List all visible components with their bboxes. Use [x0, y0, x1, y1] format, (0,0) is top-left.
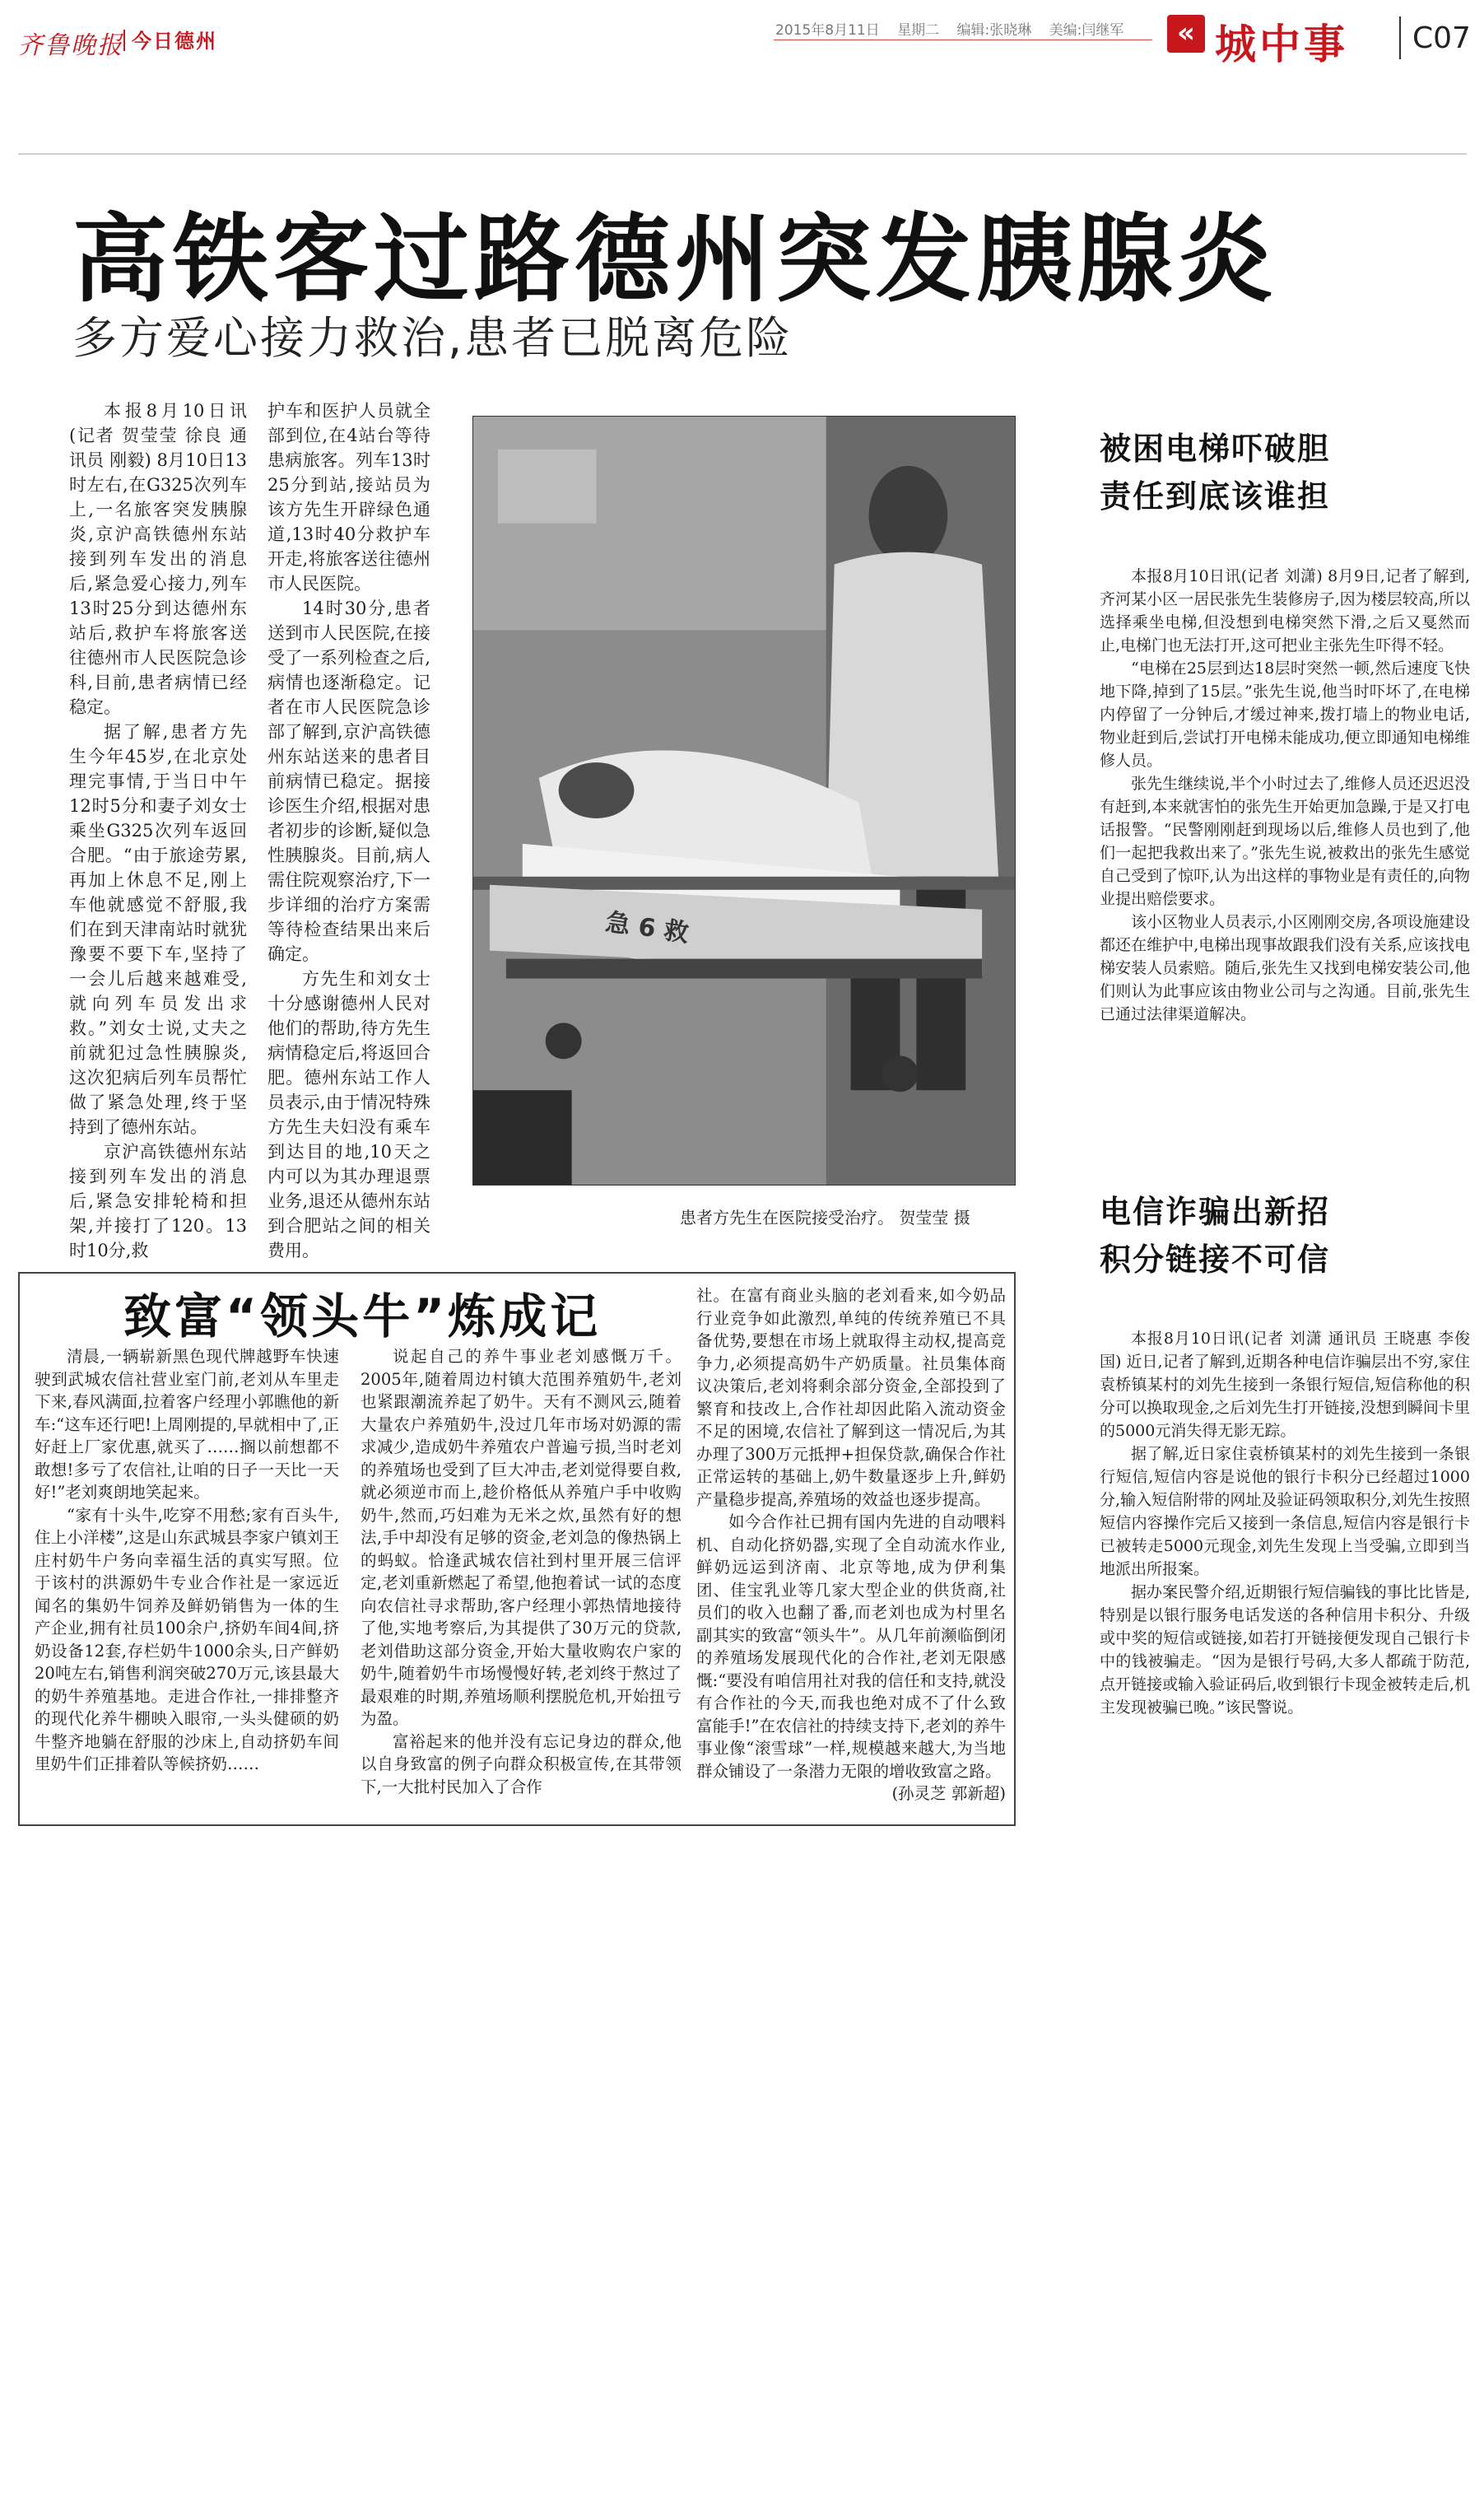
stretcher-label: 急 6 救 — [603, 907, 691, 948]
editor-credit: 编辑:张晓琳 — [956, 22, 1032, 39]
paragraph: 说起自己的养牛事业老刘感慨万千。2005年,随着周边村镇大范围养殖奶牛,老刘也紧跟潮流养起了奶牛。天有不测风云,随着大量农户养殖奶牛,没过几年市场对奶源的需求减少,造成奶牛养殖农户普遍亏损,当时老刘的养殖场也受到了巨大冲击,老刘觉得要自救,就必须逆市而上,趁价格低从养殖户手中收购奶牛,然而,巧妇难为无米之炊,虽然有好的想法,手中却没有足够的资金,老刘急的像热锅上的蚂蚁。恰逢武城农信社到村里开展三信评定,老刘重新燃起了希望,他抱着试一试的态度向农信社寻求帮助,客户经理小郭热情地接待了他,实地考察后,为其提供了30万元的贷款,老刘借助这部分资金,开始大量收购农户家的奶牛,随着奶牛市场慢慢好转,老刘终于熬过了最艰难的时期,养殖场顺利摆脱危机,开始扭亏为盈。 — [361, 1347, 682, 1728]
main-subheadline: 多方爱心接力救治,患者已脱离危险 — [72, 312, 793, 364]
paragraph: 该小区物业人员表示,小区刚刚交房,各项设施建设都还在维护中,电梯出现事故跟我们没有关系,应该找电梯安装人员索赔。随后,张先生又找到电梯安装公司,他们则认为此事应该由物业公司与之沟通。目前,张先生已通过法律渠道解决。 — [1100, 913, 1470, 1023]
headline-line: 积分链接不可信 — [1100, 1242, 1331, 1278]
paragraph: “家有十头牛,吃穿不用愁;家有百头牛,住上小洋楼”,这是山东武城县李家户镇刘王庄村奶牛户务向幸福生活的真实写照。位于该村的洪源奶牛专业合作社是一家远近闻名的集奶牛饲养及鲜奶销售为一体的生产企业,拥有社员100余户,挤奶车间4间,挤奶设备12套,存栏奶牛1000余头,日产鲜奶20吨左右,销售利润突破270万元,该县最大的奶牛养殖基地。走进合作社,一排排整齐的现代化养牛棚映入眼帘,一头头健硕的奶牛整齐地躺在舒服的沙床上,自动挤奶车间里奶牛们正排着队等候挤奶…… — [35, 1505, 339, 1773]
paragraph — [696, 1511, 1006, 1803]
header-rule — [18, 153, 1467, 155]
boxed-article-column-2 — [361, 1345, 682, 1806]
hospital-photo-illustration — [473, 417, 1015, 1185]
newspaper-brand-logo: 齐鲁晚报 — [18, 31, 123, 60]
paragraph: 14时30分,患者送到市人民医院,在接受了一系列检查之后,病情也逐渐稳定。记者在市人民医院急诊部了解到,京沪高铁德州东站送来的患者目前病情已稳定。据接诊医生介绍,根据对患者初步的诊断,疑似急性胰腺炎。目前,病人需住院观察治疗,下一步详细的治疗方案需等待检查结果出来后确定。 — [267, 599, 430, 964]
headline-line: 电信诈骗出新招 — [1100, 1194, 1331, 1230]
paragraph: 本报8月10日讯(记者 贺莹莹 徐良 通讯员 刚毅) 8月10日13时左右,在G325次列车上,一名旅客突发胰腺炎,京沪高铁德州东站接到列车发出的消息后,紧急爱心接力,列车13时25分到达德州东站后,救护车将旅客送往德州市人民医院急诊科,目前,患者病情已经稳定。 — [69, 401, 247, 717]
edition-name: 今日德州 — [132, 30, 217, 53]
issue-weekday: 星期二 — [897, 22, 940, 39]
headline-line: 责任到底该谁担 — [1100, 478, 1331, 515]
section-title: 城中事 — [1215, 21, 1348, 68]
main-article-column-2 — [267, 398, 430, 1263]
photo-caption: 患者方先生在医院接受治疗。 贺莹莹 摄 — [680, 1208, 970, 1228]
paragraph: 京沪高铁德州东站接到列车发出的消息后,紧急安排轮椅和担架,并接打了120。13时10分,救 — [69, 1142, 247, 1260]
section-divider — [1399, 16, 1401, 59]
right-article-1-headline — [1100, 425, 1470, 520]
paragraph: 本报8月10日讯(记者 刘潇 通讯员 王晓惠 李俊国) 近日,记者了解到,近期各种电信诈骗层出不穷,家住袁桥镇某村的刘先生接到一条银行短信,短信称他的积分可以换取现金,之后刘先生打开链接,没想到瞬间卡里的5000元消失得无影无踪。 — [1100, 1330, 1470, 1440]
paragraph: 本报8月10日讯(记者 刘潇) 8月9日,记者了解到,齐河某小区一居民张先生装修房子,因为楼层较高,所以选择乘坐电梯,但没想到电梯突然下滑,之后又戛然而止,电梯门也无法打开,这可把业主张先生吓得不轻。 — [1100, 567, 1470, 655]
issue-date: 2015年8月11日 — [775, 22, 880, 39]
paragraph: 据了解,患者方先生今年45岁,在北京处理完事情,于当日中午12时5分和妻子刘女士乘坐G325次列车返回合肥。“由于旅途劳累,再加上休息不足,刚上车他就感觉不舒服,我们在到天津南站时就犹豫要不要下车,坚持了一会儿后越来越难受,就向列车员发出求救。”刘女士说,丈夫之前就犯过急性胰腺炎,这次犯病后列车员帮忙做了紧急处理,终于坚持到了德州东站。 — [69, 722, 247, 1137]
paragraph: “电梯在25层到达18层时突然一顿,然后速度飞快地下降,掉到了15层。”张先生说,他当时吓坏了,在电梯内停留了一分钟后,才缓过神来,拨打墙上的物业电话,物业赶到后,尝试打开电梯未能成功,便立即通知电梯维修人员。 — [1100, 659, 1470, 770]
paragraph: 富裕起来的他并没有忘记身边的群众,他以自身致富的例子向群众积极宣传,在其带领下,一大批村民加入了合作 — [361, 1731, 682, 1796]
boxed-article-column-3 — [696, 1284, 1006, 1815]
section-chevron-icon: « — [1167, 15, 1205, 53]
main-headline: 高铁客过路德州突发胰腺炎 — [72, 204, 1277, 315]
masthead-divider — [123, 30, 125, 51]
paragraph-text: 如今合作社已拥有国内先进的自动喂料机、自动化挤奶器,实现了全自动流水作业,鲜奶远运到济南、北京等地,成为伊利集团、佳宝乳业等几家大型企业的供货商,社员们的收入也翻了番,而老刘也成为村里名副其实的致富“领头牛”。从几年前濒临倒闭的养殖场发展现代化的合作社,老刘无限感慨:“要没有咱信用社对我的信任和支持,就没有合作社的今天,而我也绝对成不了什么致富能手!”在农信社的持续支持下,老刘的养牛事业像“滚雪球”一样,规模越来越大,为当地群众铺设了一条潜力无限的增收致富之路。 — [696, 1512, 1006, 1781]
news-photo — [472, 416, 1016, 1186]
paragraph: 据办案民警介绍,近期银行短信骗钱的事比比皆是,特别是以银行服务电话发送的各种信用卡积分、升级或中奖的短信或链接,如若打开链接便发现自己银行卡中的钱被骗走。“因为是银行号码,大多人都疏于防范,点开链接或输入验证码后,收到银行卡现金被转走后,机主发现被骗已晚。”该民警说。 — [1100, 1583, 1470, 1717]
paragraph: 社。在富有商业头脑的老刘看来,如今奶品行业竞争如此激烈,单纯的传统养殖已不具备优势,要想在市场上就取得主动权,提高竞争力,必须提高奶牛产奶质量。社员集体商议决策后,老刘将剩余部分资金,全部投到了繁育和技改上,合作社却因此陷入流动资金不足的困境,农信社了解到这一情况后,为其办理了300万元抵押+担保贷款,确保合作社正常运转的基础上,奶牛数量逐步上升,鲜奶产量稳步提高,养殖场的效益也逐步提高。 — [696, 1286, 1006, 1509]
right-article-2-body — [1100, 1327, 1470, 1870]
article-byline: (孙灵芝 郭新超) — [891, 1784, 1006, 1803]
main-article-column-1 — [69, 398, 247, 1263]
page-number: C07 — [1412, 21, 1471, 55]
designer-credit: 美编:闫继军 — [1049, 22, 1124, 39]
boxed-article-column-1 — [35, 1345, 339, 1806]
page-meta — [775, 18, 1137, 39]
right-article-1-body — [1100, 565, 1470, 1174]
paragraph: 张先生继续说,半个小时过去了,维修人员还迟迟没有赶到,本来就害怕的张先生开始更加急躁,于是又打电话报警。“民警刚刚赶到现场以后,维修人员也到了,他们一起把我救出来了。”张先生说,被救出的张先生感觉自己受到了惊吓,认为出这样的事物业是有责任的,向物业提出赔偿要求。 — [1100, 775, 1470, 908]
boxed-article-title: 致富“领头牛”炼成记 — [123, 1288, 602, 1344]
paragraph: 护车和医护人员就全部到位,在4站台等待患病旅客。列车13时25分到站,接站员为该方先生开辟绿色通道,13时40分救护车开走,将旅客送往德州市人民医院。 — [267, 401, 430, 594]
paragraph: 据了解,近日家住袁桥镇某村的刘先生接到一条银行短信,短信内容是说他的银行卡积分已经超过1000分,输入短信附带的网址及验证码领取积分,刘先生按照短信内容操作完后又接到一条信息,短信内容是银行卡已被转走5000元现金,刘先生发现上当受骗,立即到当地派出所报案。 — [1100, 1445, 1470, 1578]
paragraph: 清晨,一辆崭新黑色现代牌越野车快速驶到武城农信社营业室门前,老刘从车里走下来,春风满面,拉着客户经理小郭瞧他的新车:“这车还行吧!上周刚提的,早就相中了,正好赶上厂家优惠,就买了……搁以前想都不敢想!多亏了农信社,让咱的日子一天比一天好!”老刘爽朗地笑起来。 — [35, 1347, 339, 1502]
right-article-2-headline — [1100, 1188, 1470, 1283]
paragraph: 方先生和刘女士十分感谢德州人民对他们的帮助,待方先生病情稳定后,将返回合肥。德州东站工作人员表示,由于情况特殊方先生夫妇没有乘车到达目的地,10天之内可以为其办理退票业务,退还从德州东站到合肥站之间的相关费用。 — [267, 969, 430, 1260]
headline-line: 被困电梯吓破胆 — [1100, 431, 1331, 467]
